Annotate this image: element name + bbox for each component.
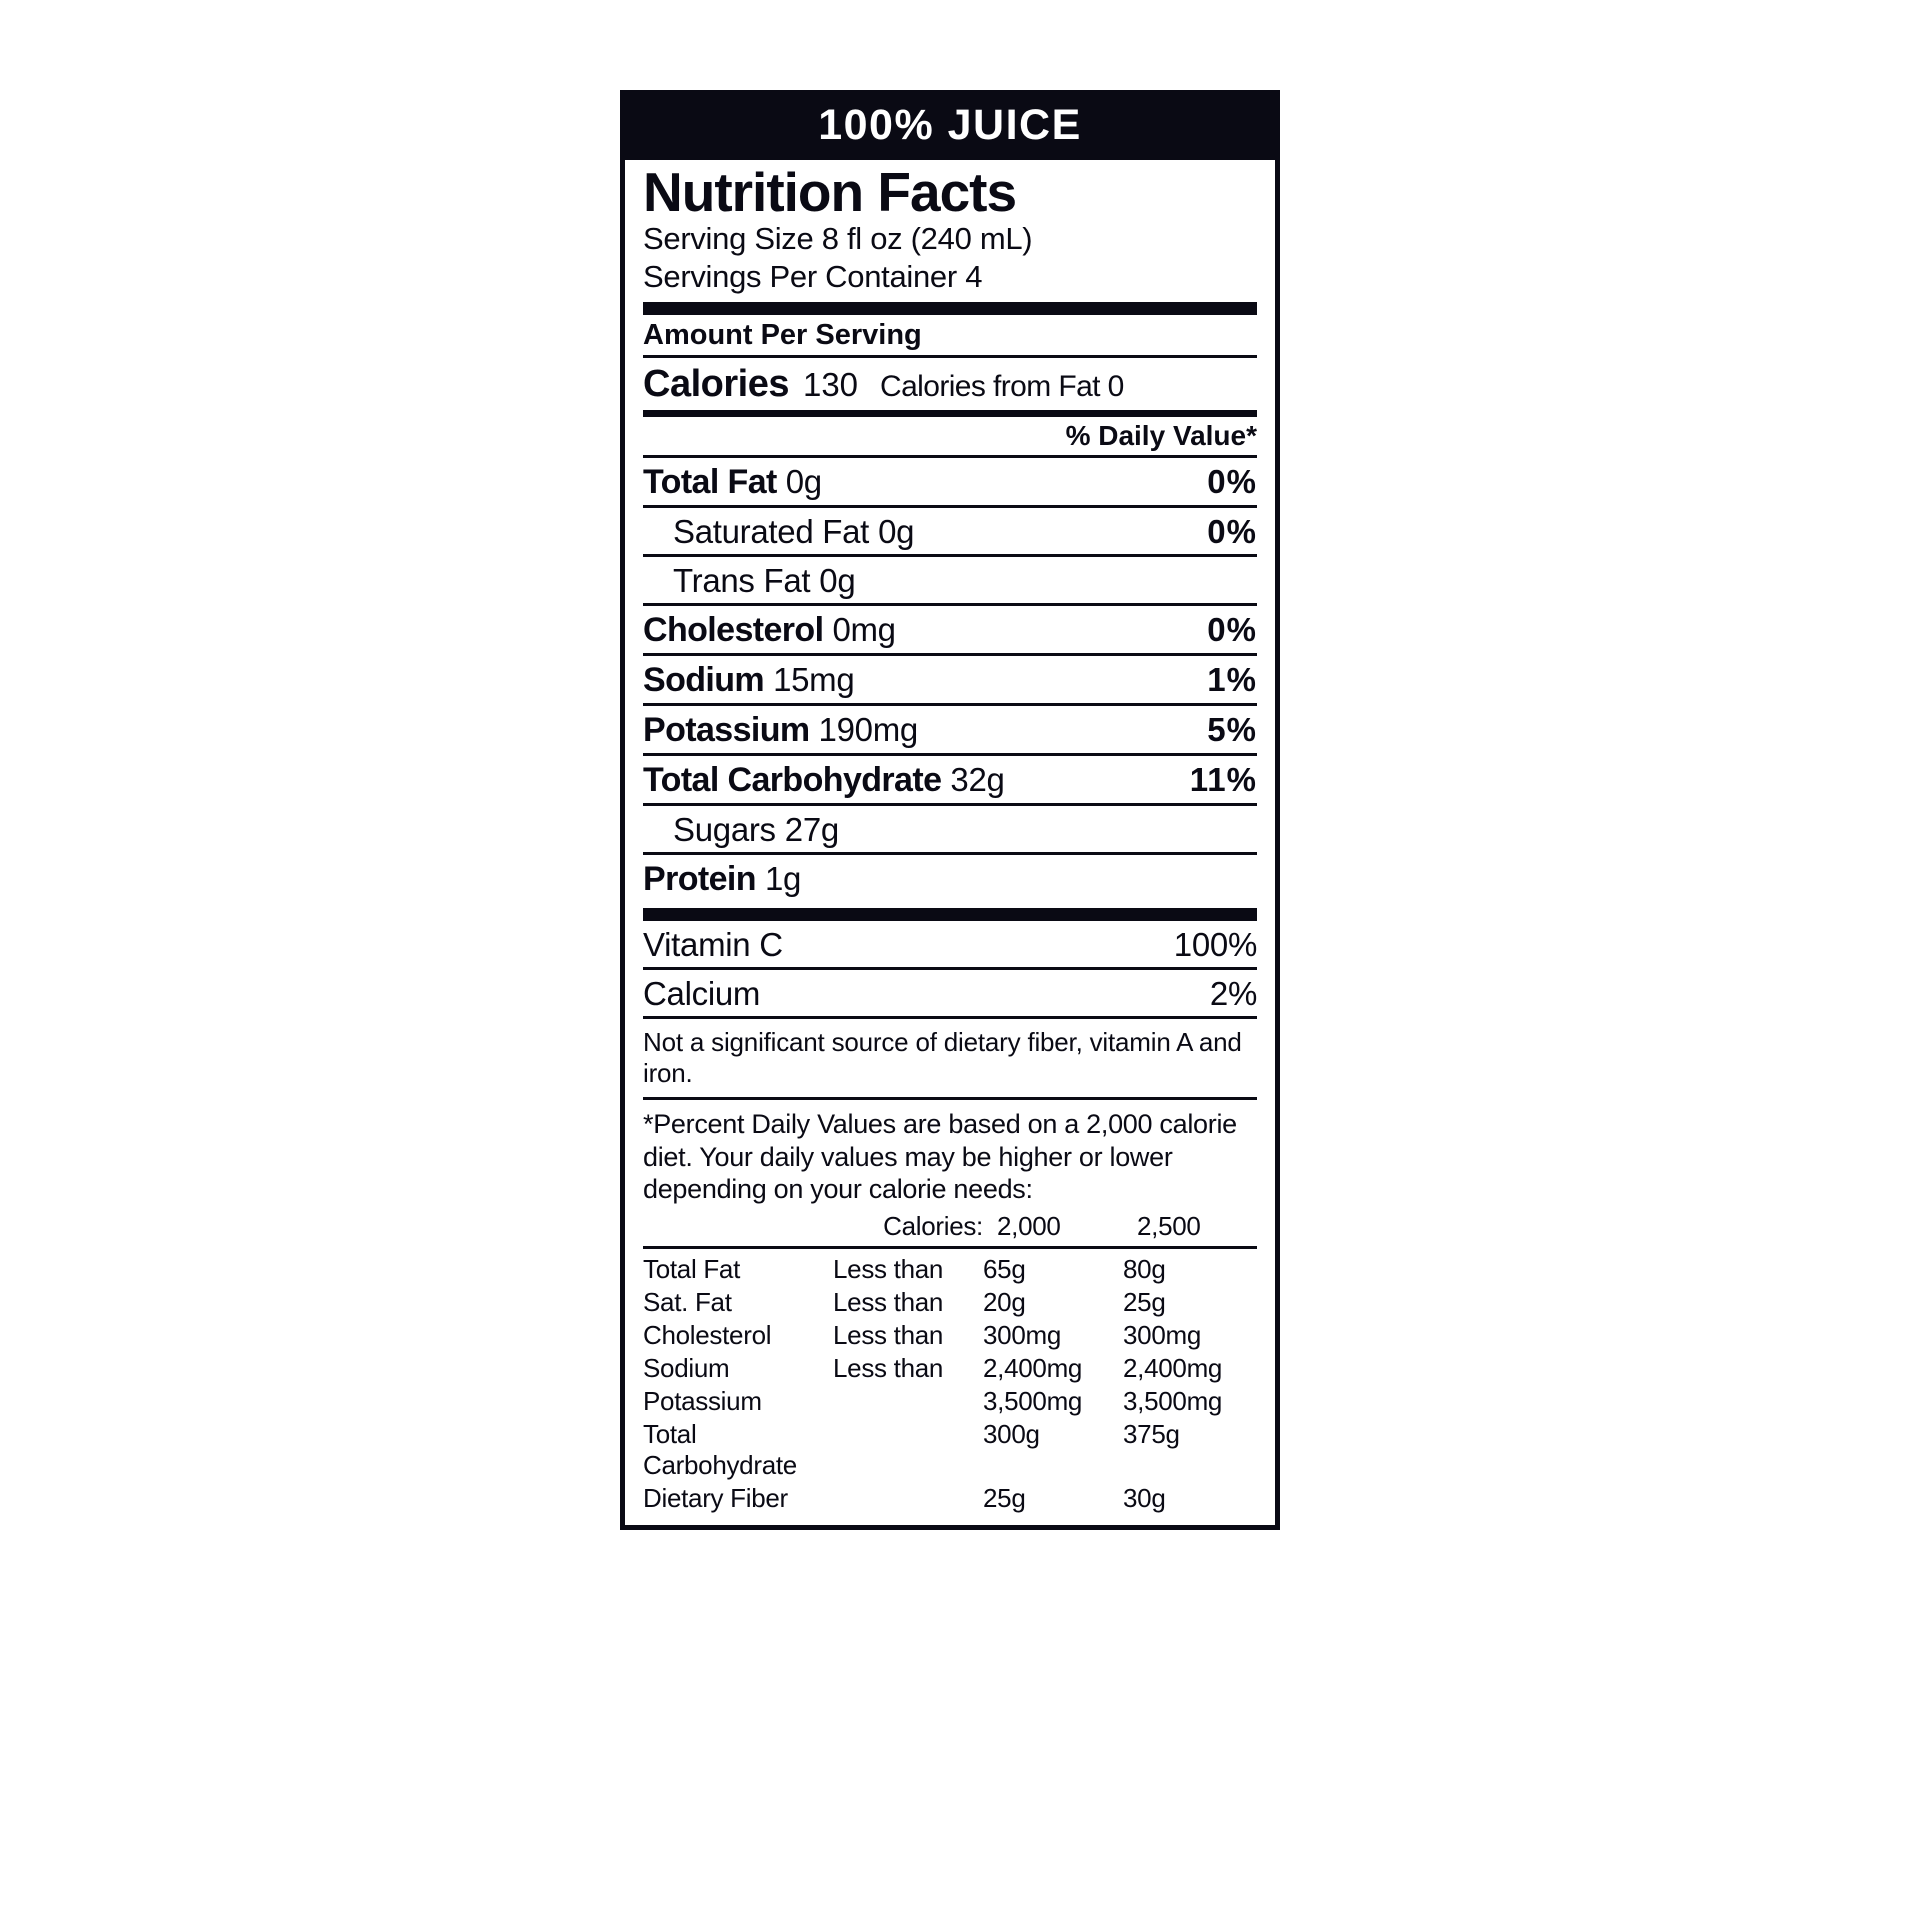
nutrient-name: Total Carbohydrate: [643, 760, 942, 799]
page-title: Nutrition Facts: [643, 161, 1017, 223]
dv-row-2000: 3,500mg: [983, 1386, 1083, 1417]
nutrient-name: Saturated Fat: [673, 512, 870, 550]
daily-values-table: [643, 1210, 1257, 1243]
nutrient-percent: 5%: [1207, 710, 1257, 748]
nutrient-value: 0g: [878, 512, 915, 550]
nutrient-percent: 0%: [1207, 610, 1257, 648]
serving-size: Serving Size 8 fl oz (240 mL): [643, 221, 1033, 257]
servings-per-container: Servings Per Container 4: [643, 258, 983, 294]
list-item: [643, 970, 1257, 1016]
table-row: [643, 1482, 1257, 1515]
table-row: [643, 508, 1257, 554]
nutrient-value: 0g: [785, 462, 822, 500]
table-row: [643, 557, 1257, 603]
dv-row-name: Sat. Fat: [643, 1287, 732, 1318]
table-row: [643, 756, 1257, 803]
list-item: [643, 921, 1257, 967]
table-row: [643, 1319, 1257, 1352]
dv-row-qualifier: Less than: [833, 1254, 944, 1285]
calories-label: Calories: [643, 362, 789, 405]
dv-row-name: Dietary Fiber: [643, 1483, 788, 1514]
column-header-2000: 2,000: [997, 1211, 1061, 1242]
calories-column-label: Calories:: [883, 1211, 983, 1242]
table-row: [643, 706, 1257, 753]
dv-row-name: Sodium: [643, 1353, 730, 1384]
daily-value-header: % Daily Value*: [1065, 419, 1257, 451]
dv-row-name: Cholesterol: [643, 1320, 772, 1351]
nutrient-name: Trans Fat: [673, 561, 811, 599]
dv-row-2000: 25g: [983, 1483, 1026, 1514]
nutrient-value: 190mg: [818, 710, 918, 748]
vitamin-name: Calcium: [643, 974, 761, 1012]
vitamin-percent: 100%: [1173, 925, 1257, 963]
nutrient-name: Protein: [643, 859, 756, 898]
dv-row-qualifier: [833, 1418, 983, 1482]
divider-thick-2: [643, 908, 1257, 921]
dv-row-2500: 25g: [1123, 1287, 1166, 1318]
table-row: [643, 806, 1257, 852]
table-row: [643, 855, 1257, 902]
nutrient-value: 1g: [764, 859, 802, 897]
juice-banner: 100% JUICE: [625, 95, 1275, 160]
dv-row-qualifier: Less than: [833, 1353, 944, 1384]
nutrient-percent: 1%: [1207, 660, 1257, 698]
nutrient-value: 0g: [819, 561, 856, 599]
nutrition-facts-label: [620, 90, 1280, 1530]
dv-row-qualifier: Less than: [833, 1287, 944, 1318]
dv-row-2500: 80g: [1123, 1254, 1166, 1285]
nutrient-name: Sugars: [673, 810, 776, 848]
table-row: [643, 458, 1257, 505]
daily-values-rows: [643, 1253, 1257, 1515]
divider: [643, 1246, 1257, 1249]
table-row: [643, 1352, 1257, 1385]
dv-row-2000: 20g: [983, 1287, 1026, 1318]
column-header-2500: 2,500: [1137, 1211, 1201, 1242]
table-row: [643, 1418, 1257, 1482]
vitamin-name: Vitamin C: [643, 925, 783, 963]
vitamin-percent: 2%: [1209, 974, 1257, 1012]
calories-from-fat: Calories from Fat 0: [880, 369, 1124, 403]
nutrient-percent: 0%: [1207, 512, 1257, 550]
nutrient-percent: 0%: [1207, 462, 1257, 500]
dv-row-2500: 30g: [1123, 1483, 1166, 1514]
daily-value-footnote: *Percent Daily Values are based on a 2,000 calorie diet. Your daily values may be higher or lower depending on your calorie needs:: [643, 1109, 1237, 1205]
table-row: [643, 1253, 1257, 1286]
dv-row-name: Potassium: [643, 1386, 762, 1417]
calories-row: [643, 358, 1257, 410]
table-row: [643, 1385, 1257, 1418]
dv-row-qualifier: [833, 1385, 983, 1418]
dv-row-2000: 65g: [983, 1254, 1026, 1285]
nutrient-name: Sodium: [643, 660, 765, 699]
table-row: [643, 1286, 1257, 1319]
dv-row-2000: 300g: [983, 1419, 1040, 1450]
nutrient-name: Cholesterol: [643, 610, 824, 649]
table-row: [643, 606, 1257, 653]
nutrient-value: 0mg: [832, 610, 896, 648]
table-header-row: [643, 1210, 1257, 1243]
divider-thick: [643, 302, 1257, 315]
dv-row-2500: 2,400mg: [1123, 1353, 1223, 1384]
dv-row-name: Total Carbohydrate: [643, 1419, 797, 1481]
divider-medium: [643, 410, 1257, 417]
nutrient-value: 27g: [784, 810, 839, 848]
amount-per-serving-label: Amount Per Serving: [643, 318, 922, 351]
dv-row-qualifier: Less than: [833, 1320, 944, 1351]
dv-row-2500: 3,500mg: [1123, 1386, 1223, 1417]
dv-row-name: Total Fat: [643, 1254, 741, 1285]
calories-value: 130: [802, 365, 859, 403]
table-row: [643, 656, 1257, 703]
not-significant-note: Not a significant source of dietary fiber, vitamin A and iron.: [643, 1026, 1242, 1088]
nutrient-name: Potassium: [643, 710, 810, 749]
nutrient-value: 15mg: [773, 660, 855, 698]
nutrient-percent: 11%: [1189, 760, 1257, 798]
dv-row-2500: 300mg: [1123, 1320, 1201, 1351]
nutrient-value: 32g: [950, 760, 1005, 798]
dv-row-2500: 375g: [1123, 1419, 1180, 1450]
dv-row-qualifier: [833, 1482, 983, 1515]
nutrient-name: Total Fat: [643, 462, 777, 501]
dv-row-2000: 300mg: [983, 1320, 1061, 1351]
dv-row-2000: 2,400mg: [983, 1353, 1083, 1384]
